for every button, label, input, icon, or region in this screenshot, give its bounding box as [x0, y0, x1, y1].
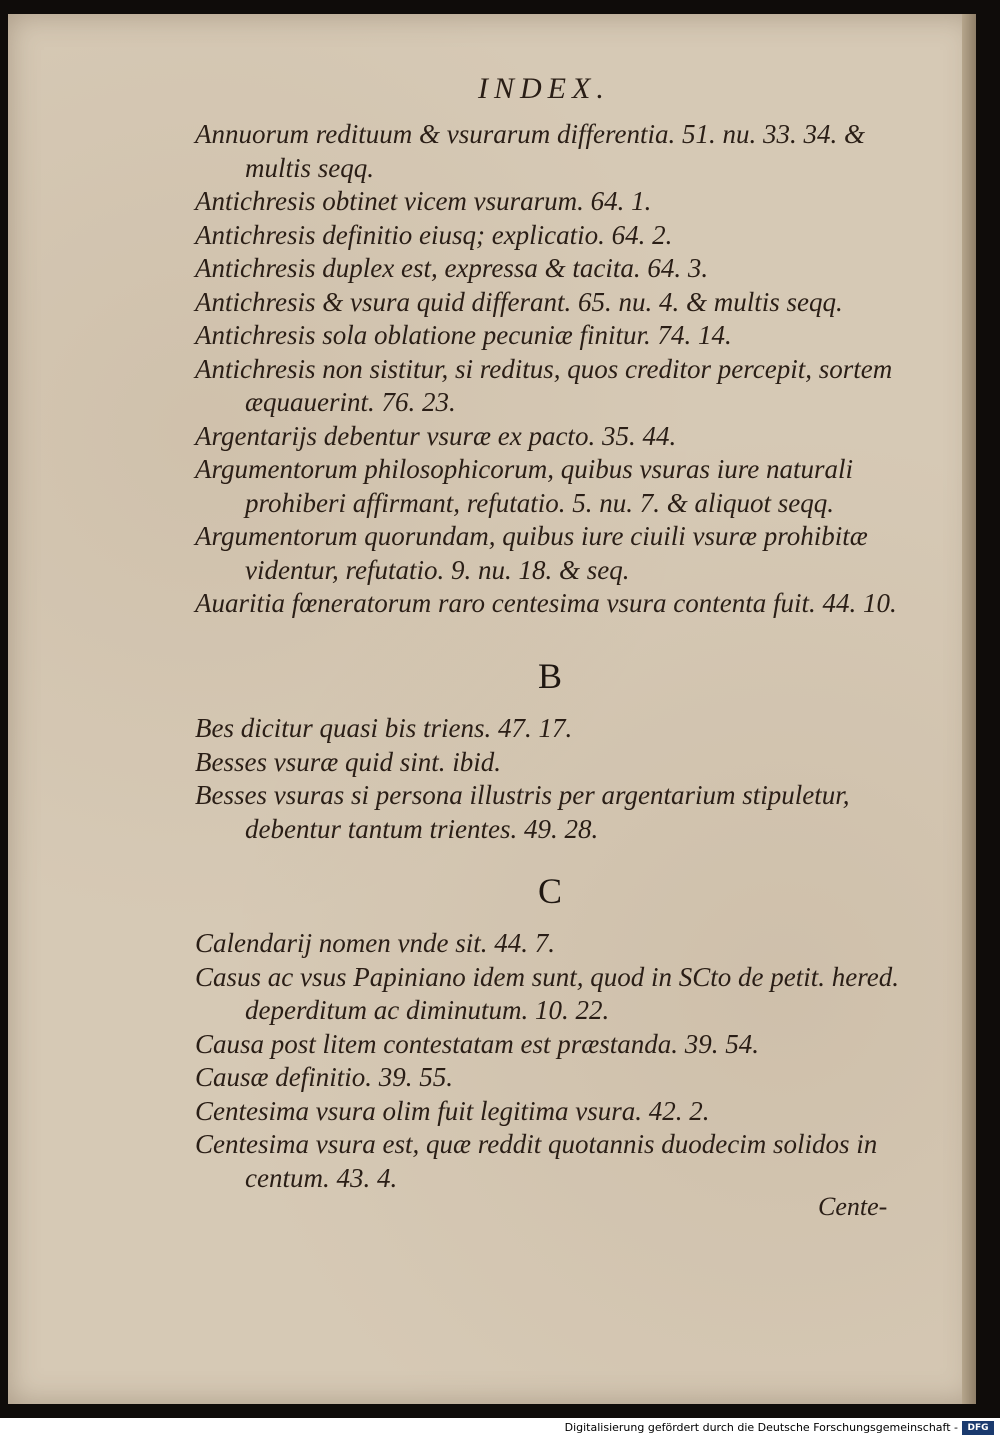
- footer-credit: Digitalisierung gefördert durch die Deutsche Forschungsgemeinschaft -: [564, 1421, 958, 1434]
- index-entry: Calendarij nomen vnde sit. 44. 7.: [195, 928, 555, 958]
- index-entry: Antichresis sola oblatione pecuniæ finitur. 74. 14.: [195, 320, 732, 350]
- index-entry: Argumentorum philosophicorum, quibus vsuras iure naturali prohiberi affirmant, refutatio. 5. nu. 7. & aliquot seqq.: [195, 454, 854, 518]
- index-entry: Antichresis & vsura quid differant. 65. nu. 4. & multis seqq.: [195, 286, 843, 317]
- index-entry: Centesima vsura est, quæ reddit quotannis duodecim solidos in centum. 43. 4.: [195, 1129, 878, 1193]
- index-entry: Antichresis duplex est, expressa & tacita. 64. 3.: [195, 253, 709, 283]
- index-entry: Centesima vsura olim fuit legitima vsura. 42. 2.: [195, 1095, 710, 1126]
- page-header: INDEX.: [478, 72, 610, 105]
- index-entry: Besses vsuræ quid sint. ibid.: [195, 746, 502, 777]
- footer-bar: [0, 1418, 1000, 1439]
- index-entry: Besses vsuras si persona illustris per argentarium stipuletur, debentur tantum trientes. 49. 28.: [195, 780, 850, 844]
- index-section-b: [195, 712, 905, 846]
- index-entry: Argentarijs debentur vsuræ ex pacto. 35. 44.: [195, 420, 677, 451]
- index-entry: Annuorum redituum & vsurarum differentia. 51. nu. 33. 34. & multis seqq.: [195, 119, 865, 183]
- index-section-c: [195, 927, 905, 1195]
- section-letter-b: B: [537, 656, 562, 696]
- index-entry: Bes dicitur quasi bis triens. 47. 17.: [195, 713, 573, 743]
- index-entry: Antichresis non sistitur, si reditus, quos creditor percepit, sortem æquauerint. 76. 23.: [195, 353, 893, 417]
- index-entry: Casus ac vsus Papiniano idem sunt, quod in SCto de petit. hered. deperditum ac diminutum. 10. 22.: [195, 961, 899, 1025]
- index-entry: Causæ definitio. 39. 55.: [195, 1062, 454, 1092]
- index-entry: Antichresis definitio eiusq; explicatio. 64. 2.: [195, 219, 673, 250]
- index-entry: Argumentorum quorundam, quibus iure ciuili vsuræ prohibitæ videntur, refutatio. 9. nu. 18. & seq.: [195, 521, 868, 585]
- section-letter-c: C: [537, 871, 562, 911]
- index-section-a: [195, 118, 905, 621]
- page-edge: [962, 14, 976, 1404]
- index-entry: Antichresis obtinet vicem vsurarum. 64. 1.: [195, 186, 652, 216]
- index-entry: Causa post litem contestatam est præstanda. 39. 54.: [195, 1028, 760, 1059]
- dfg-logo-icon: DFG: [962, 1421, 994, 1435]
- catchword: Cente-: [818, 1192, 888, 1221]
- index-entry: Auaritia fœneratorum raro centesima vsura contenta fuit. 44. 10.: [195, 588, 897, 618]
